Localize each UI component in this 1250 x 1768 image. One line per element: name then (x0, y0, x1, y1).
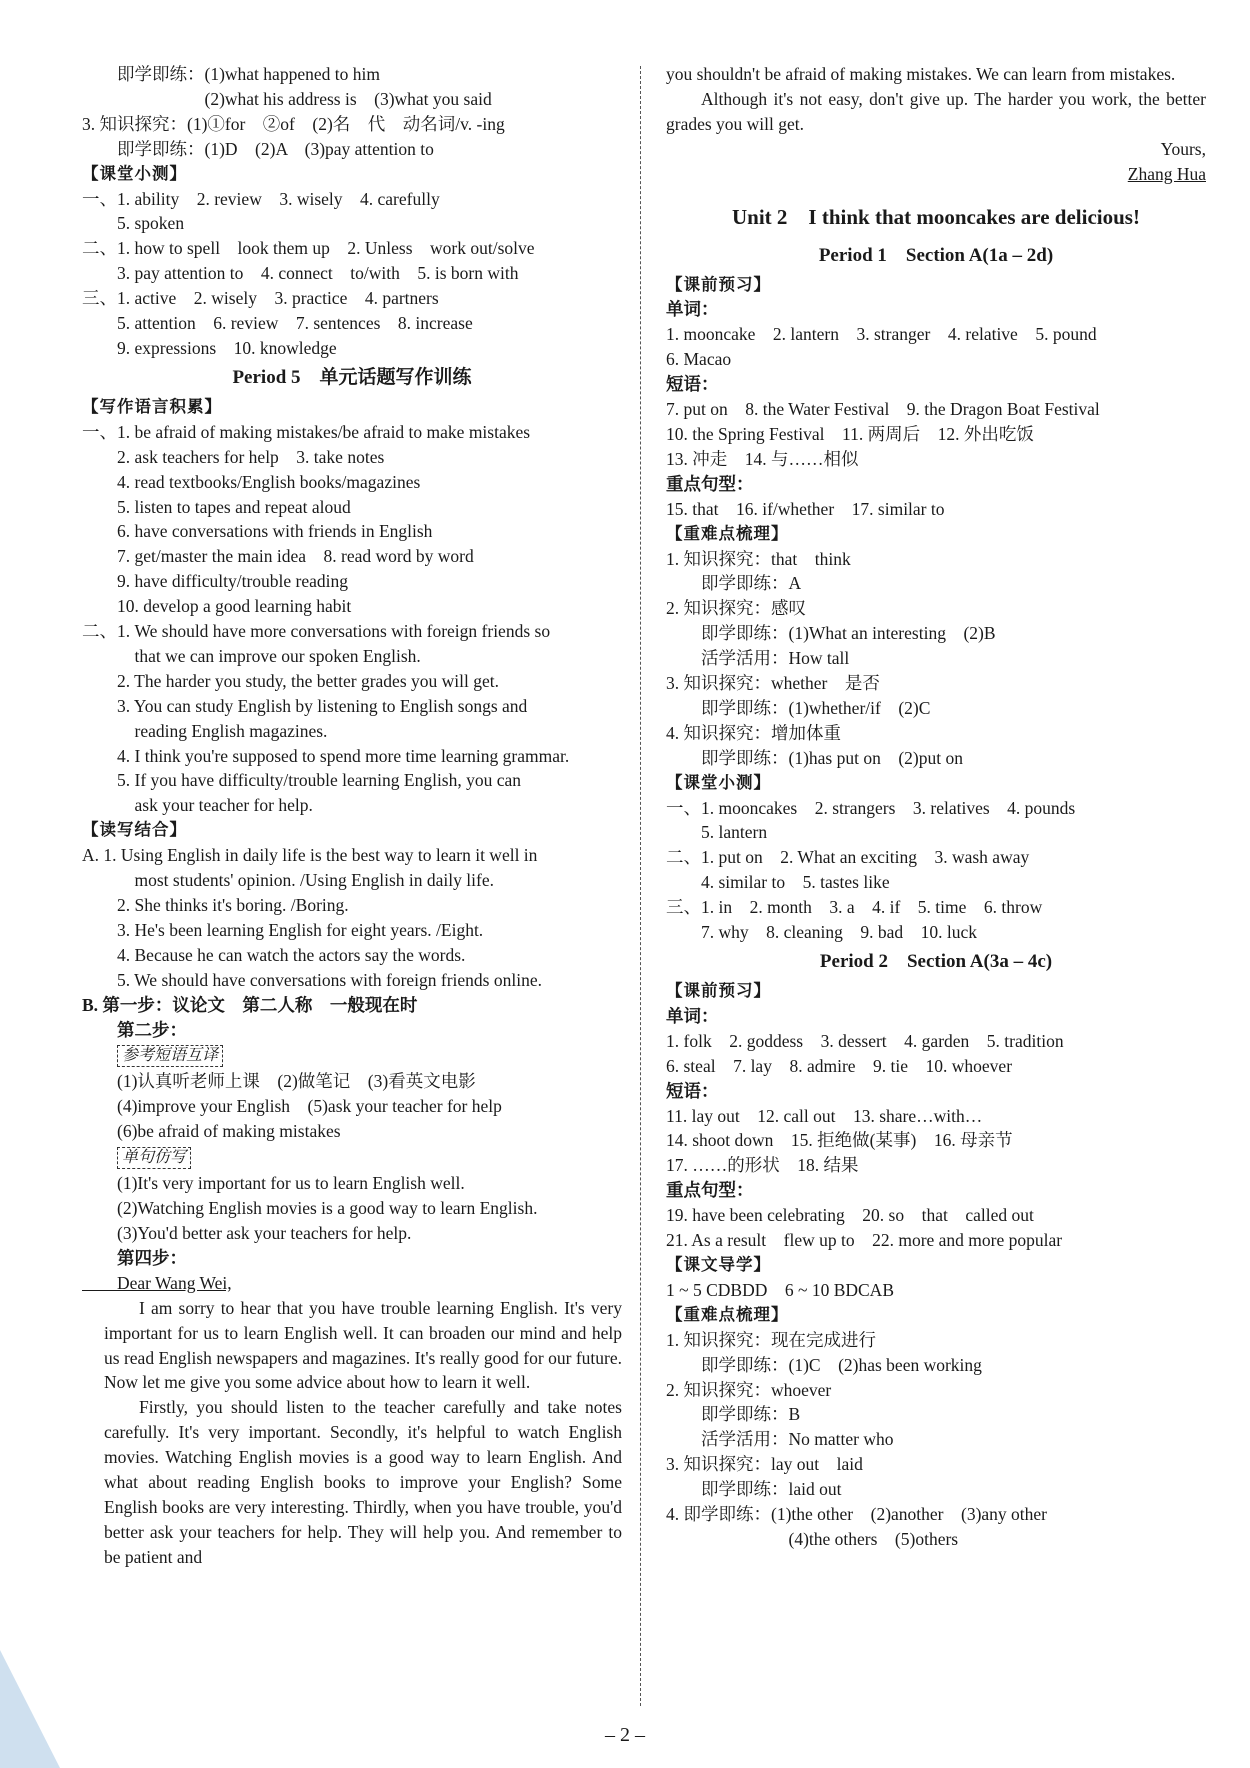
answer-line: 5. listen to tapes and repeat aloud (82, 496, 351, 517)
answer-line: 14. shoot down 15. 拒绝做(某事) 16. 母亲节 (666, 1130, 1013, 1151)
answer-line: 7. why 8. cleaning 9. bad 10. luck (666, 922, 978, 943)
letter-continuation: you shouldn't be afraid of making mistakes. We can learn from mistakes. (666, 64, 1176, 84)
section-tag: 【重难点梳理】 (666, 523, 789, 543)
answer-line: 即学即练：(1)C (2)has been working (666, 1354, 982, 1375)
answer-line: 4. I think you're supposed to spend more time learning grammar. (82, 745, 570, 766)
answer-line: 2. The harder you study, the better grades you will get. (82, 670, 499, 691)
answer-line: 即学即练：(1)whether/if (2)C (666, 697, 931, 718)
answer-line: 3. He's been learning English for eight years. /Eight. (82, 919, 484, 940)
answer-line: 即学即练：(1)has put on (2)put on (666, 747, 963, 768)
answer-line: 17. ……的形状 18. 结果 (666, 1155, 859, 1176)
answer-line: 10. develop a good learning habit (82, 596, 352, 617)
boxed-label-row (82, 1042, 622, 1069)
period-heading: Period 2 Section A(3a – 4c) (819, 951, 1053, 972)
answer-line: 4. 即学即练：(1)the other (2)another (3)any other (666, 1504, 1048, 1525)
answer-line: 一、1. mooncakes 2. strangers 3. relatives 4. pounds (666, 797, 1076, 818)
answer-line: that we can improve our spoken English. (82, 645, 421, 666)
answer-line: 7. put on 8. the Water Festival 9. the Dragon Boat Festival (666, 399, 1100, 420)
answer-line: 7. get/master the main idea 8. read word by word (82, 546, 474, 567)
answer-line: (6)be afraid of making mistakes (82, 1121, 341, 1142)
answer-line: 二、1. how to spell look them up 2. Unless work out/solve (82, 238, 535, 259)
label-line: 第二步： (82, 1019, 187, 1040)
answer-line: 2. 知识探究：感叹 (666, 598, 806, 619)
letter-closing: Yours, (1160, 138, 1206, 159)
answer-line: 一、1. ability 2. review 3. wisely 4. carefully (82, 188, 440, 209)
right-column (666, 62, 1206, 1552)
section-tag: 【写作语言积累】 (82, 396, 222, 416)
answer-line: 2. 知识探究：whoever (666, 1379, 832, 1400)
answer-line: 3. 知识探究：(1)①for ②of (2)名 代 动名词/v. -ing (82, 113, 505, 134)
answer-line: 二、1. We should have more conversations with foreign friends so (82, 621, 551, 642)
answer-line: 活学活用：How tall (666, 648, 850, 669)
answer-line: 13. 冲走 14. 与……相似 (666, 448, 859, 469)
answer-line: 15. that 16. if/whether 17. similar to (666, 498, 945, 519)
answer-line: 1. 知识探究：that think (666, 548, 851, 569)
answer-line: 1 ~ 5 CDBDD 6 ~ 10 BDCAB (666, 1279, 894, 1300)
label-line: 单词： (666, 1005, 719, 1026)
answer-line: 二、1. put on 2. What an exciting 3. wash away (666, 847, 1030, 868)
answer-line: (4)improve your English (5)ask your teacher for help (82, 1096, 502, 1117)
answer-line: (4)the others (5)others (666, 1528, 959, 1549)
answer-line: 3. 知识探究：whether 是否 (666, 673, 880, 694)
letter-paragraph: Firstly, you should listen to the teacher carefully and take notes carefully. It's very important. Secondly, it's helpful to watch English movies. Watching English movies is a good way to learn English. And what about reading English books to improve your English? Some English books are very interesting. Thirdly, when you have trouble, you'd better ask your teachers for help. They will help you. And remember to be patient and (104, 1397, 622, 1567)
label-line: B. 第一步：议论文 第二人称 一般现在时 (82, 994, 418, 1015)
boxed-label-row (82, 1144, 622, 1171)
label-line: 重点句型： (666, 1180, 754, 1201)
unit-title: Unit 2 I think that mooncakes are delicious! (732, 204, 1140, 229)
letter-greeting: Dear Wang Wei, (82, 1272, 232, 1293)
answer-line: 4. read textbooks/English books/magazines (82, 471, 421, 492)
section-tag: 【读写结合】 (82, 820, 187, 840)
answer-line: 即学即练：laid out (666, 1479, 842, 1500)
answer-line: 6. steal 7. lay 8. admire 9. tie 10. whoever (666, 1055, 1013, 1076)
answer-line: (3)You'd better ask your teachers for help. (82, 1222, 412, 1243)
answer-line: 即学即练：(1)D (2)A (3)pay attention to (82, 138, 434, 159)
answer-line: 19. have been celebrating 20. so that called out (666, 1205, 1034, 1226)
answer-line: 5. lantern (666, 822, 768, 843)
answer-line: 1. folk 2. goddess 3. dessert 4. garden 5. tradition (666, 1030, 1064, 1051)
answer-line: (1)认真听老师上课 (2)做笔记 (3)看英文电影 (82, 1071, 476, 1092)
answer-line: 5. We should have conversations with foreign friends online. (82, 969, 542, 990)
answer-line: 即学即练：(1)What an interesting (2)B (666, 623, 996, 644)
letter-signature: Zhang Hua (1127, 163, 1206, 184)
answer-line: 9. have difficulty/trouble reading (82, 571, 348, 592)
page-number: – 2 – (605, 1724, 645, 1746)
label-line: 重点句型： (666, 473, 754, 494)
answer-line: 活学活用：No matter who (666, 1429, 894, 1450)
answer-line: 1. 知识探究：现在完成进行 (666, 1329, 876, 1350)
answer-line: 1. mooncake 2. lantern 3. stranger 4. relative 5. pound (666, 324, 1097, 345)
answer-line: 4. similar to 5. tastes like (666, 872, 890, 893)
period-heading: Period 5 单元话题写作训练 (232, 366, 472, 388)
answer-line: 6. have conversations with friends in English (82, 521, 433, 542)
answer-line: 3. You can study English by listening to English songs and (82, 695, 528, 716)
answer-line: 4. 知识探究：增加体重 (666, 722, 841, 743)
answer-line: 10. the Spring Festival 11. 两周后 12. 外出吃饭 (666, 423, 1034, 444)
answer-line: 5. attention 6. review 7. sentences 8. increase (82, 313, 473, 334)
answer-line: ask your teacher for help. (82, 795, 313, 816)
answer-line: 一、1. be afraid of making mistakes/be afraid to make mistakes (82, 421, 531, 442)
answer-line: 2. She thinks it's boring. /Boring. (82, 895, 349, 915)
label-line: 第四步： (82, 1247, 187, 1268)
answer-line: 5. spoken (82, 213, 185, 234)
answer-line: 三、1. active 2. wisely 3. practice 4. partners (82, 288, 439, 309)
period-heading: Period 1 Section A(1a – 2d) (818, 244, 1054, 266)
section-tag: 【课前预习】 (666, 981, 771, 1000)
section-tag: 【课堂小测】 (82, 163, 187, 183)
letter-paragraph: I am sorry to hear that you have trouble learning English. It's very important for us to learn English well. It can broaden our mind and help us read English newspapers and magazines. It's really good for our future. Now let me give you some advice about how to learn it well. (104, 1297, 622, 1393)
corner-decoration (0, 1650, 60, 1768)
section-tag: 【重难点梳理】 (666, 1304, 789, 1324)
label-line: 短语： (666, 374, 719, 395)
column-divider (640, 66, 641, 1706)
boxed-label: 参考短语互译 (117, 1045, 223, 1067)
answer-line: 即学即练：(1)what happened to him (82, 64, 380, 84)
answer-line: A. 1. Using English in daily life is the best way to learn it well in (82, 845, 538, 866)
section-tag: 【课堂小测】 (666, 772, 771, 792)
answer-line: 9. expressions 10. knowledge (82, 337, 337, 358)
answer-line: 21. As a result flew up to 22. more and more popular (666, 1230, 1063, 1251)
answer-line: most students' opinion. /Using English in daily life. (82, 870, 494, 891)
answer-line: (1)It's very important for us to learn English well. (82, 1173, 465, 1194)
answer-line: (2)Watching English movies is a good way to learn English. (82, 1198, 538, 1219)
label-line: 短语： (666, 1080, 719, 1101)
answer-line: 三、1. in 2. month 3. a 4. if 5. time 6. throw (666, 897, 1043, 918)
letter-paragraph: Although it's not easy, don't give up. The harder you work, the better grades you will get. (666, 88, 1206, 134)
section-tag: 【课文导学】 (666, 1254, 771, 1274)
section-tag: 【课前预习】 (666, 274, 771, 294)
answer-line: 6. Macao (666, 349, 732, 370)
label-line: 单词： (666, 299, 719, 320)
answer-line: 2. ask teachers for help 3. take notes (82, 446, 385, 467)
answer-line: 即学即练：A (666, 573, 802, 594)
answer-line: reading English magazines. (82, 720, 328, 741)
answer-line: 4. Because he can watch the actors say the words. (82, 944, 466, 965)
answer-line: (2)what his address is (3)what you said (82, 88, 492, 109)
boxed-label: 单句仿写 (117, 1147, 191, 1169)
left-column (82, 62, 622, 1570)
answer-line: 3. pay attention to 4. connect to/with 5. is born with (82, 263, 519, 284)
answer-line: 11. lay out 12. call out 13. share…with… (666, 1105, 983, 1126)
answer-line: 3. 知识探究：lay out laid (666, 1454, 863, 1475)
answer-line: 即学即练：B (666, 1404, 801, 1425)
answer-line: 5. If you have difficulty/trouble learning English, you can (82, 770, 522, 791)
